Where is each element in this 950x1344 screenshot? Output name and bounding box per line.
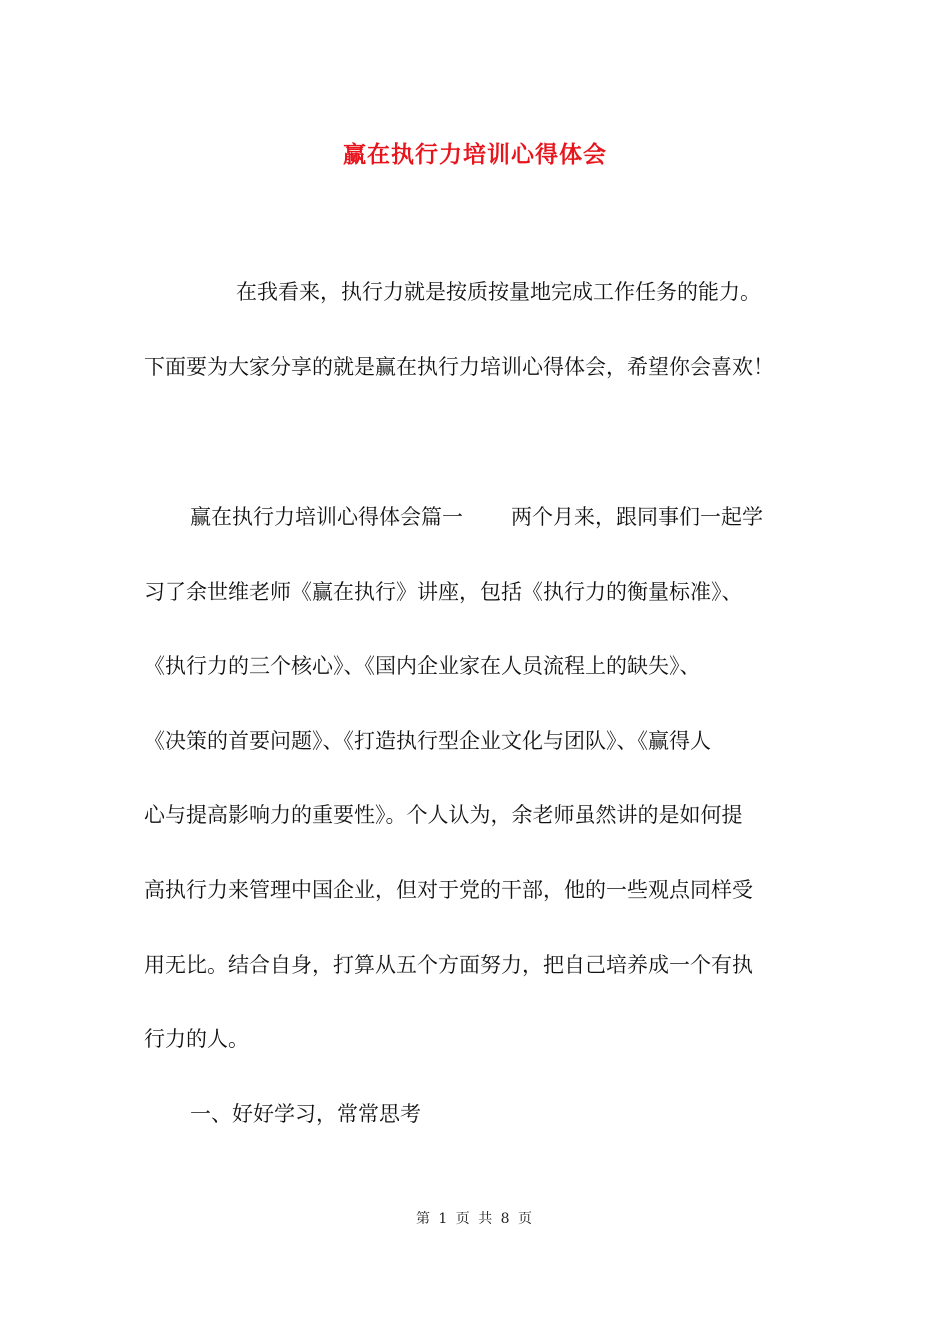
- body-line: 《执行力的三个核心》、《国内企业家在人员流程上的缺失》、: [144, 654, 701, 678]
- document-title: 赢在执行力培训心得体会: [343, 141, 607, 168]
- section-1-first-line: [190, 502, 870, 532]
- section-1-heading: 赢在执行力培训心得体会篇一: [190, 505, 463, 529]
- body-line: 高执行力来管理中国企业，但对于党的干部，他的一些观点同样受: [144, 878, 753, 902]
- intro-line-2: 下面要为大家分享的就是赢在执行力培训心得体会，希望你会喜欢！: [144, 355, 774, 379]
- body-line: 《决策的首要问题》、《打造执行型企业文化与团队》、《赢得人: [144, 729, 711, 753]
- point-1-heading: 一、好好学习，常常思考: [190, 1102, 421, 1126]
- page-number-footer: 第 1 页 共 8 页: [415, 1211, 535, 1227]
- body-line: 行力的人。: [144, 1027, 249, 1051]
- body-line: 用无比。结合自身，打算从五个方面努力，把自己培养成一个有执: [144, 953, 753, 977]
- intro-line-1: 在我看来，执行力就是按质按量地完成工作任务的能力。: [236, 280, 761, 304]
- body-line: 心与提高影响力的重要性》。个人认为，余老师虽然讲的是如何提: [144, 803, 743, 827]
- section-1-first-line-text: 两个月来，跟同事们一起学: [511, 505, 763, 529]
- body-line: 习了余世维老师《赢在执行》讲座，包括《执行力的衡量标准》、: [144, 580, 743, 604]
